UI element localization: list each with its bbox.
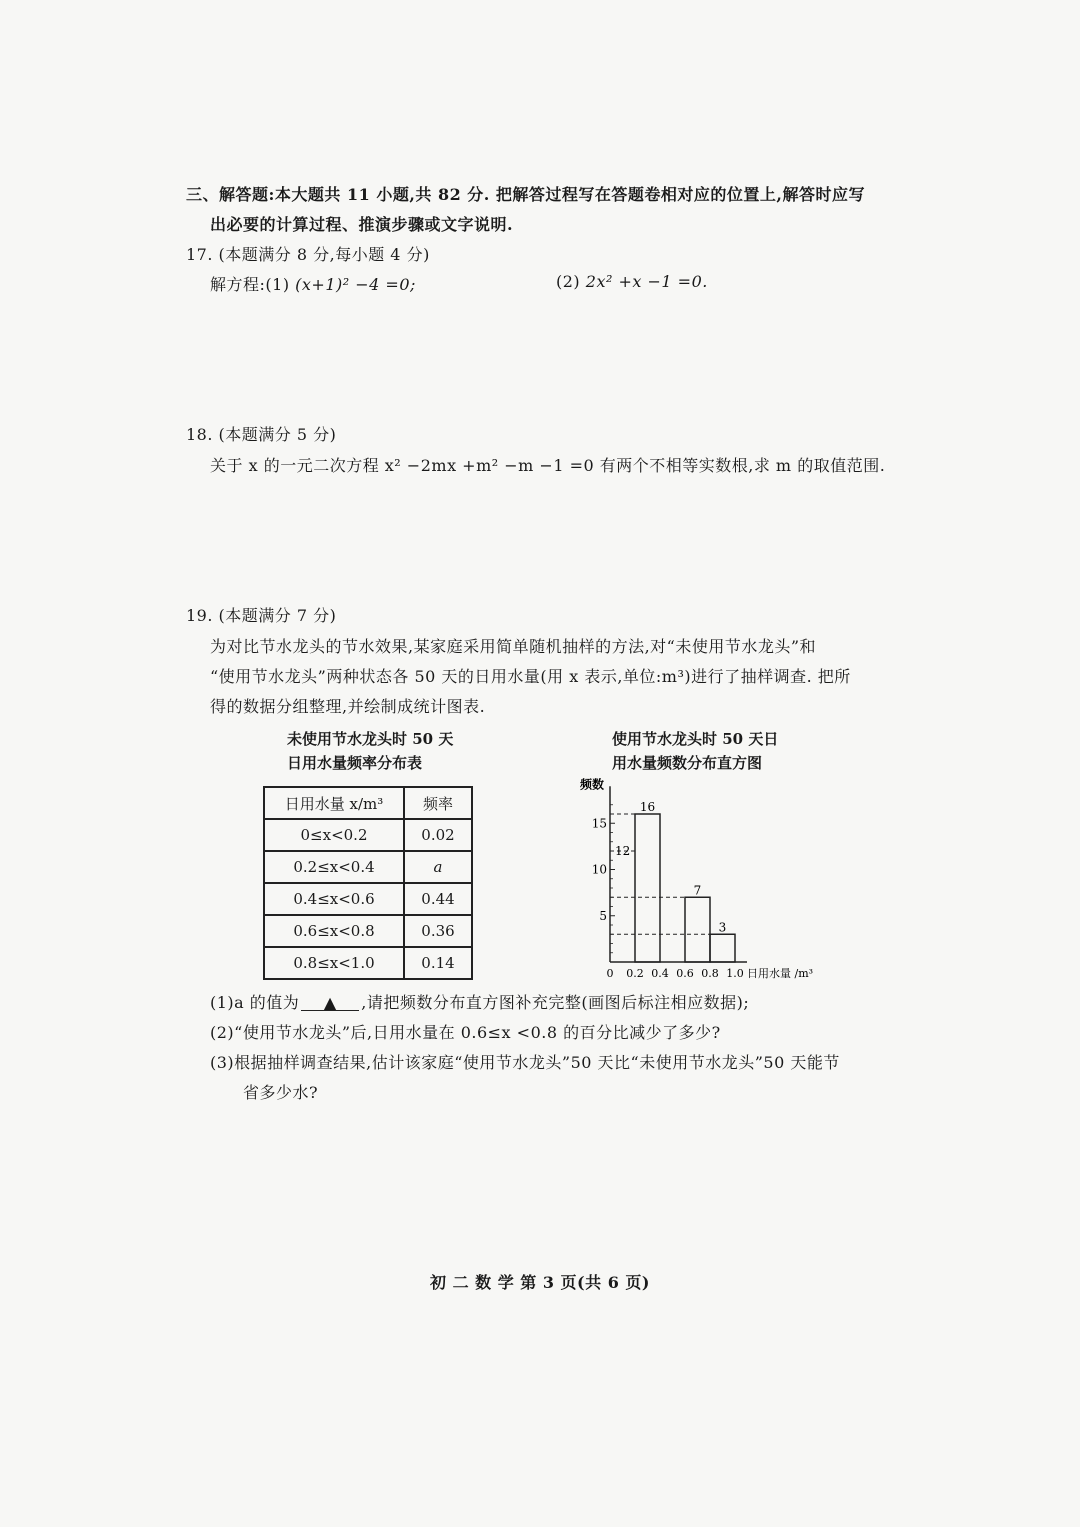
section-heading-line1: 三、解答题:本大题共 11 小题,共 82 分. 把解答过程写在答题卷相对应的位置上,解答时应写 (186, 185, 866, 204)
table-cell-range: 0.8≤x<1.0 (264, 947, 404, 979)
q19-sub3-line2: 省多少水? (243, 1083, 319, 1102)
q17-header: 17. (本题满分 8 分,每小题 4 分) (186, 245, 430, 264)
table-cell-range: 0≤x<0.2 (264, 819, 404, 851)
table-row (264, 851, 472, 883)
q18-text: 关于 x 的一元二次方程 x² −2mx +m² −m −1 =0 有两个不相等实数根,求 m 的取值范围. (210, 456, 886, 475)
table-header-freq: 频率 (404, 787, 472, 819)
table-cell-freq: 0.44 (404, 883, 472, 915)
q19-header: 19. (本题满分 7 分) (186, 606, 337, 625)
q17-eq2-wrap (556, 272, 708, 291)
table-header-range: 日用水量 x/m³ (264, 787, 404, 819)
y-tick-label: 15 (591, 816, 607, 831)
q17-eq2-label: (2) (556, 272, 581, 291)
reference-label: 12 (615, 844, 631, 858)
x-tick-label: 0.6 (676, 967, 694, 980)
q17-equations (210, 272, 416, 295)
table-cell-freq: 0.02 (404, 819, 472, 851)
y-tick-label: 10 (591, 862, 607, 877)
chart-title-line2: 用水量频数分布直方图 (612, 754, 763, 772)
x-tick-label: 0 (606, 967, 614, 980)
histogram-bar (685, 897, 710, 962)
x-tick-label: 0.4 (651, 967, 669, 980)
answer-blank: ▲ (301, 996, 359, 1011)
table-cell-range: 0.2≤x<0.4 (264, 851, 404, 883)
table-cell-freq: 0.36 (404, 915, 472, 947)
x-tick-label: 0.8 (701, 967, 719, 980)
q17-eq2: 2x² +x −1 =0. (585, 272, 708, 291)
q17-eq1: (x+1)² −4 =0; (295, 275, 416, 294)
table-cell-range: 0.6≤x<0.8 (264, 915, 404, 947)
y-axis-label: 频数 (580, 777, 605, 792)
table-cell-freq: 0.14 (404, 947, 472, 979)
section-heading-line2: 出必要的计算过程、推演步骤或文字说明. (210, 215, 514, 234)
q19-para2: “使用节水龙头”两种状态各 50 天的日用水量(用 x 表示,单位:m³)进行了抽样调查. 把所 (210, 667, 851, 686)
q19-sub1-b: ,请把频数分布直方图补充完整(画图后标注相应数据); (361, 993, 750, 1012)
histogram-bar (635, 814, 660, 962)
histogram-chart (570, 776, 840, 982)
table-header-row (264, 787, 472, 819)
q19-para3: 得的数据分组整理,并绘制成统计图表. (210, 697, 486, 716)
bar-value-label: 16 (639, 800, 656, 814)
q19-sub1-a: (1)a 的值为 (210, 993, 300, 1012)
q17-prefix: 解方程:(1) (210, 275, 290, 294)
table-cell-range: 0.4≤x<0.6 (264, 883, 404, 915)
page-footer: 初 二 数 学 第 3 页(共 6 页) (430, 1273, 650, 1292)
x-axis-label: 日用水量 /m³ (747, 967, 814, 980)
table-cell-freq: a (404, 851, 472, 883)
table-title-line1: 未使用节水龙头时 50 天 (287, 730, 454, 748)
q19-para1: 为对比节水龙头的节水效果,某家庭采用简单随机抽样的方法,对“未使用节水龙头”和 (210, 637, 817, 656)
histogram-bar (710, 934, 735, 962)
q19-sub1 (210, 990, 749, 1013)
bar-value-label: 3 (718, 920, 727, 935)
q19-sub3-line1: (3)根据抽样调查结果,估计该家庭“使用节水龙头”50 天比“未使用节水龙头”50 天能节 (210, 1053, 840, 1072)
table-row (264, 915, 472, 947)
x-tick-label: 0.2 (626, 967, 644, 980)
table-title-line2: 日用水量频率分布表 (287, 754, 423, 772)
bar-value-label: 7 (693, 883, 702, 898)
q19-sub2: (2)“使用节水龙头”后,日用水量在 0.6≤x <0.8 的百分比减少了多少? (210, 1023, 721, 1042)
table-row (264, 819, 472, 851)
q18-header: 18. (本题满分 5 分) (186, 425, 337, 444)
table-row (264, 883, 472, 915)
chart-title-line1: 使用节水龙头时 50 天日 (612, 730, 779, 748)
frequency-table (263, 786, 473, 980)
y-tick-label: 5 (599, 908, 607, 923)
table-row (264, 947, 472, 979)
x-tick-label: 1.0 (726, 967, 744, 980)
